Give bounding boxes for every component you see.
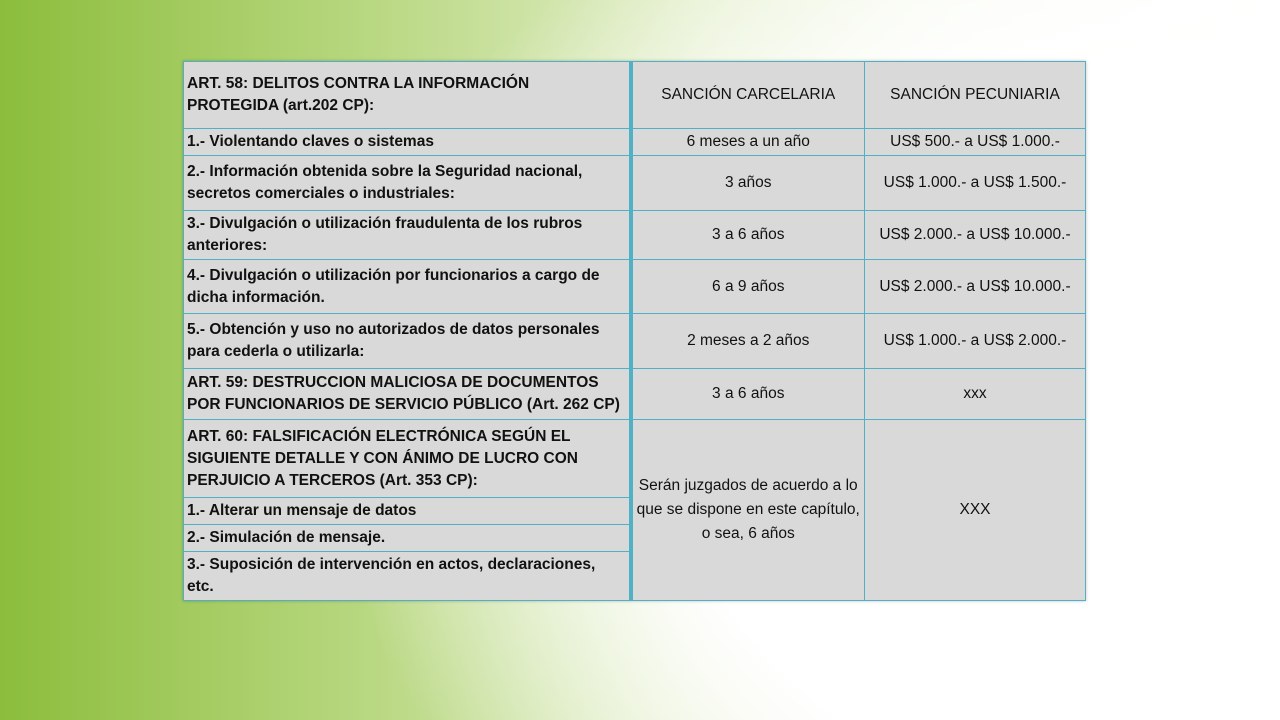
row-jail: 6 meses a un año (631, 129, 865, 156)
row-fine: xxx (865, 369, 1086, 420)
row-label: 3.- Divulgación o utilización fraudulenta de los rubros anteriores: (184, 211, 631, 260)
row-label: 1.- Violentando claves o sistemas (184, 129, 631, 156)
row-label: 4.- Divulgación o utilización por funcionarios a cargo de dicha información. (184, 260, 631, 314)
row-label: 3.- Suposición de intervención en actos, declaraciones, etc. (184, 552, 631, 601)
row-jail: 3 a 6 años (631, 369, 865, 420)
row-jail: 3 años (631, 156, 865, 211)
header-art58: ART. 58: DELITOS CONTRA LA INFORMACIÓN PROTEGIDA (art.202 CP): (184, 62, 631, 129)
table-header-row (184, 62, 1086, 129)
table-row (184, 369, 1086, 420)
row-jail: 2 meses a 2 años (631, 314, 865, 369)
table-row-art60 (184, 420, 1086, 498)
row-fine: US$ 500.- a US$ 1.000.- (865, 129, 1086, 156)
row-label: ART. 59: DESTRUCCION MALICIOSA DE DOCUMENTOS POR FUNCIONARIOS DE SERVICIO PÚBLICO (Art. 262 CP) (184, 369, 631, 420)
row-label: 1.- Alterar un mensaje de datos (184, 498, 631, 525)
table-row (184, 129, 1086, 156)
table-row (184, 156, 1086, 211)
row-label: 5.- Obtención y uso no autorizados de datos personales para cederla o utilizarla: (184, 314, 631, 369)
row-fine: US$ 2.000.- a US$ 10.000.- (865, 211, 1086, 260)
row-label: 2.- Información obtenida sobre la Seguridad nacional, secretos comerciales o industriales: (184, 156, 631, 211)
penalties-table (183, 61, 1086, 601)
header-fine-sanction: SANCIÓN PECUNIARIA (865, 62, 1086, 129)
header-jail-sanction: SANCIÓN CARCELARIA (631, 62, 865, 129)
table-row (184, 211, 1086, 260)
row-fine: US$ 1.000.- a US$ 1.500.- (865, 156, 1086, 211)
row-jail: 6 a 9 años (631, 260, 865, 314)
row-fine: US$ 1.000.- a US$ 2.000.- (865, 314, 1086, 369)
row-jail: 3 a 6 años (631, 211, 865, 260)
table-row (184, 260, 1086, 314)
row-fine: US$ 2.000.- a US$ 10.000.- (865, 260, 1086, 314)
art60-jail: Serán juzgados de acuerdo a lo que se dispone en este capítulo, o sea, 6 años (631, 420, 865, 601)
table-row (184, 314, 1086, 369)
row-label: 2.- Simulación de mensaje. (184, 525, 631, 552)
row-label: ART. 60: FALSIFICACIÓN ELECTRÓNICA SEGÚN EL SIGUIENTE DETALLE Y CON ÁNIMO DE LUCRO CON PERJUICIO A TERCEROS (Art. 353 CP): (184, 420, 631, 498)
art60-fine: XXX (865, 420, 1086, 601)
